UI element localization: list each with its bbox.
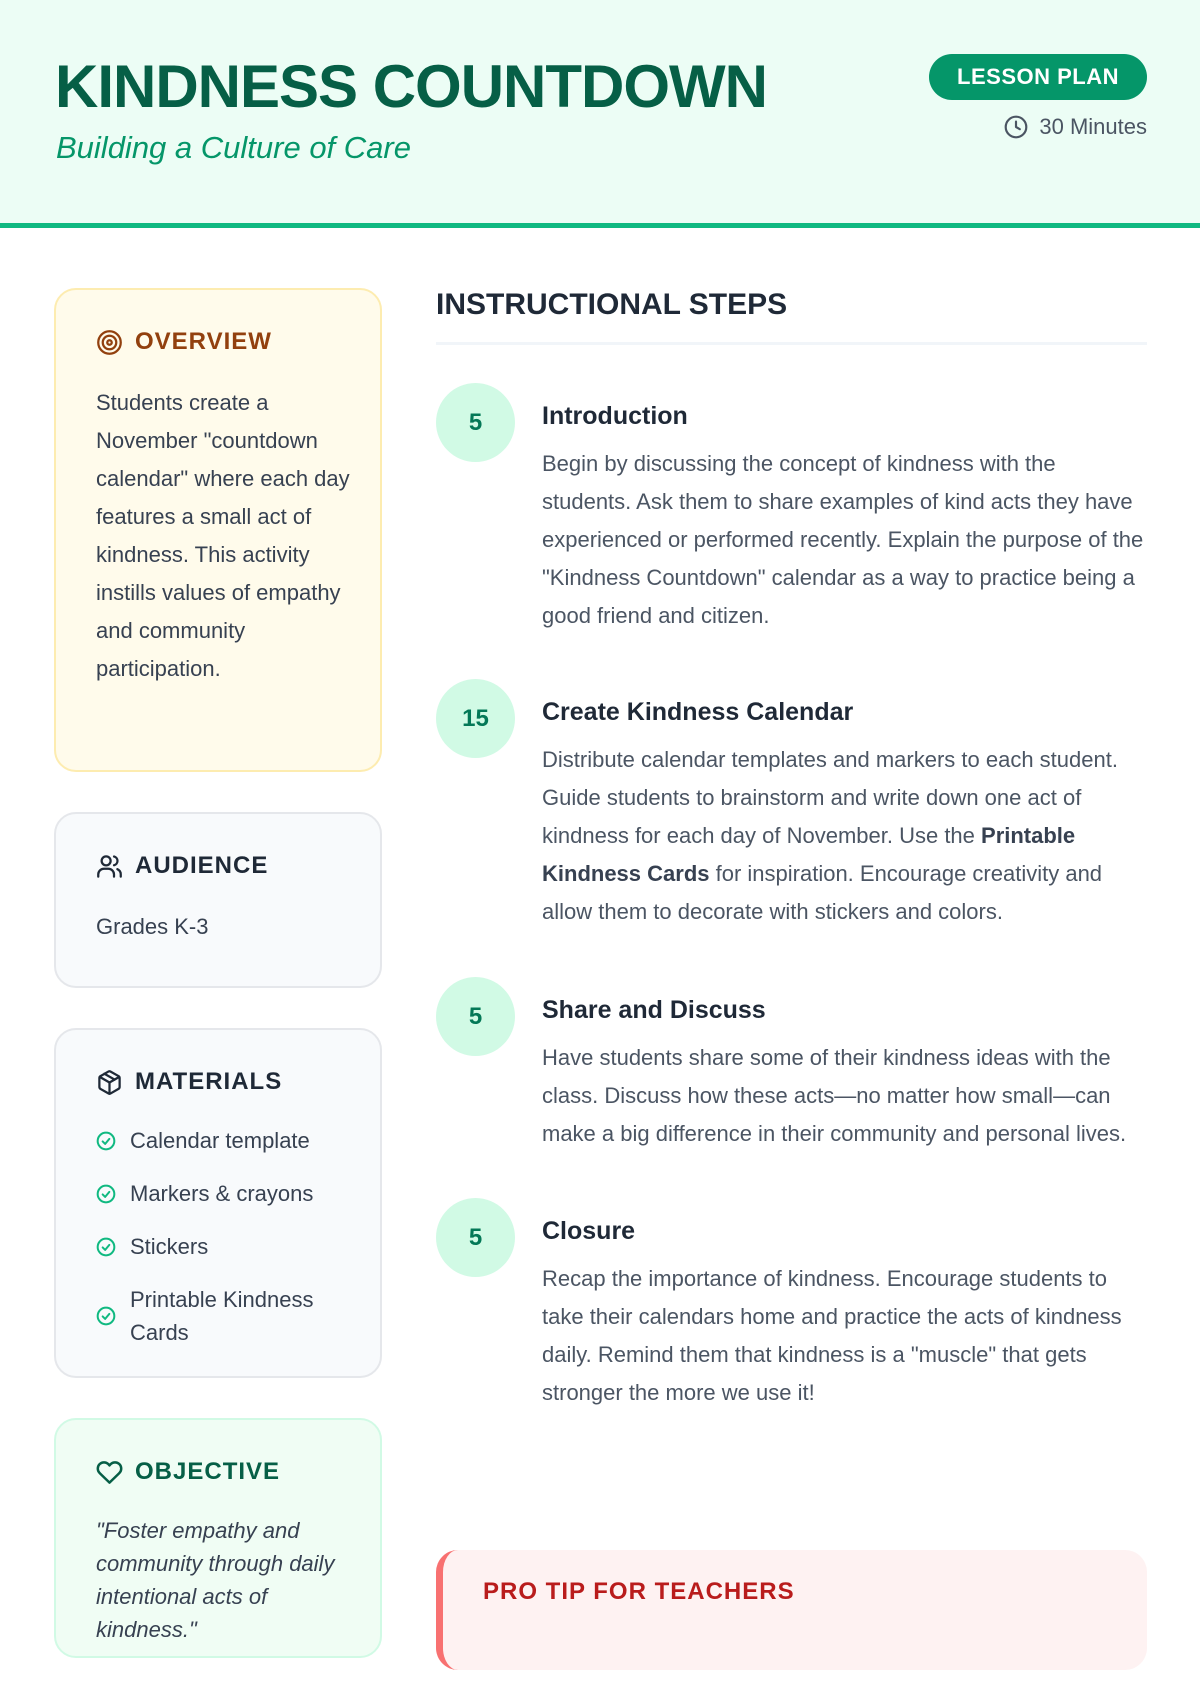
audience-title: AUDIENCE: [135, 852, 269, 879]
step-duration-badge: 15: [436, 679, 515, 758]
material-label: Stickers: [130, 1234, 209, 1259]
step-share-discuss: [436, 977, 1147, 1153]
heart-icon: [96, 1459, 123, 1486]
step-title: Create Kindness Calendar: [542, 698, 854, 726]
step-title: Introduction: [542, 402, 688, 430]
page-title: KINDNESS COUNTDOWN: [55, 53, 767, 120]
step-closure: [436, 1198, 1147, 1412]
audience-text: Grades K-3: [96, 914, 209, 939]
overview-heading: [96, 328, 350, 356]
step-description: Have students share some of their kindness ideas with the class. Discuss how these acts—no matter how small—can make a big difference in their community and personal lives.: [542, 1045, 1127, 1146]
step-duration-badge: 5: [436, 1198, 515, 1277]
materials-heading: [96, 1068, 350, 1096]
clock-icon: [1003, 114, 1029, 140]
objective-title: OBJECTIVE: [135, 1458, 281, 1485]
step-duration-badge: 5: [436, 383, 515, 462]
page-subtitle: Building a Culture of Care: [56, 130, 411, 165]
section-title: INSTRUCTIONAL STEPS: [436, 288, 1147, 345]
materials-title: MATERIALS: [135, 1068, 283, 1095]
lesson-header: [0, 0, 1200, 228]
step-title: Share and Discuss: [542, 996, 766, 1024]
step-introduction: [436, 383, 1147, 635]
step-title: Closure: [542, 1217, 636, 1245]
material-label: Calendar template: [130, 1128, 310, 1153]
overview-title: OVERVIEW: [135, 328, 272, 355]
sidebar: [54, 288, 382, 1698]
material-label: Printable Kindness Cards: [130, 1287, 314, 1345]
step-text: Distribute calendar templates and markers to each student. Guide students to brainstorm and write down one act of kindness for each day of November. Use the: [542, 747, 1118, 848]
overview-card: [54, 288, 382, 772]
step-create-calendar: [436, 679, 1147, 931]
users-icon: [96, 853, 123, 880]
objective-text: "Foster empathy and community through daily intentional acts of kindness.": [96, 1518, 335, 1642]
duration-info: [1003, 114, 1147, 140]
kindness-cards-highlight: Printable Kindness Cards: [542, 823, 1076, 886]
check-circle-icon: [96, 1306, 116, 1326]
list-item: [96, 1177, 350, 1210]
materials-card: [54, 1028, 382, 1378]
objective-card: [54, 1418, 382, 1658]
overview-text: Students create a November "countdown calendar" where each day features a small act of kindness. This activity instills values of empathy and community participation.: [96, 390, 350, 681]
step-duration-badge: 5: [436, 977, 515, 1056]
pro-tip-title: PRO TIP FOR TEACHERS: [483, 1578, 795, 1605]
check-circle-icon: [96, 1184, 116, 1204]
instructional-steps: [436, 288, 1147, 1412]
material-label: Markers & crayons: [130, 1181, 314, 1206]
step-text: for inspiration. Encourage creativity and allow them to decorate with stickers and colors.: [542, 861, 1103, 924]
audience-heading: [96, 852, 350, 880]
lesson-plan-badge: LESSON PLAN: [929, 54, 1147, 100]
pro-tip-card: [436, 1550, 1147, 1670]
list-item: [96, 1230, 350, 1263]
materials-list: [96, 1124, 350, 1349]
duration-text: 30 Minutes: [1039, 114, 1147, 139]
audience-card: [54, 812, 382, 988]
step-description: Begin by discussing the concept of kindness with the students. Ask them to share examples of kind acts they have experienced or performed recently. Explain the purpose of the "Kindness Countdown" calendar as a way to practice being a good friend and citizen.: [542, 451, 1144, 628]
check-circle-icon: [96, 1131, 116, 1151]
package-icon: [96, 1069, 123, 1096]
list-item: [96, 1124, 350, 1157]
check-circle-icon: [96, 1237, 116, 1257]
step-description: Recap the importance of kindness. Encourage students to take their calendars home and practice the acts of kindness daily. Remind them that kindness is a "muscle" that gets stronger the more we use it!: [542, 1266, 1122, 1405]
objective-heading: [96, 1458, 350, 1486]
step-description: [542, 741, 1147, 931]
list-item: [96, 1283, 350, 1349]
target-icon: [96, 329, 123, 356]
